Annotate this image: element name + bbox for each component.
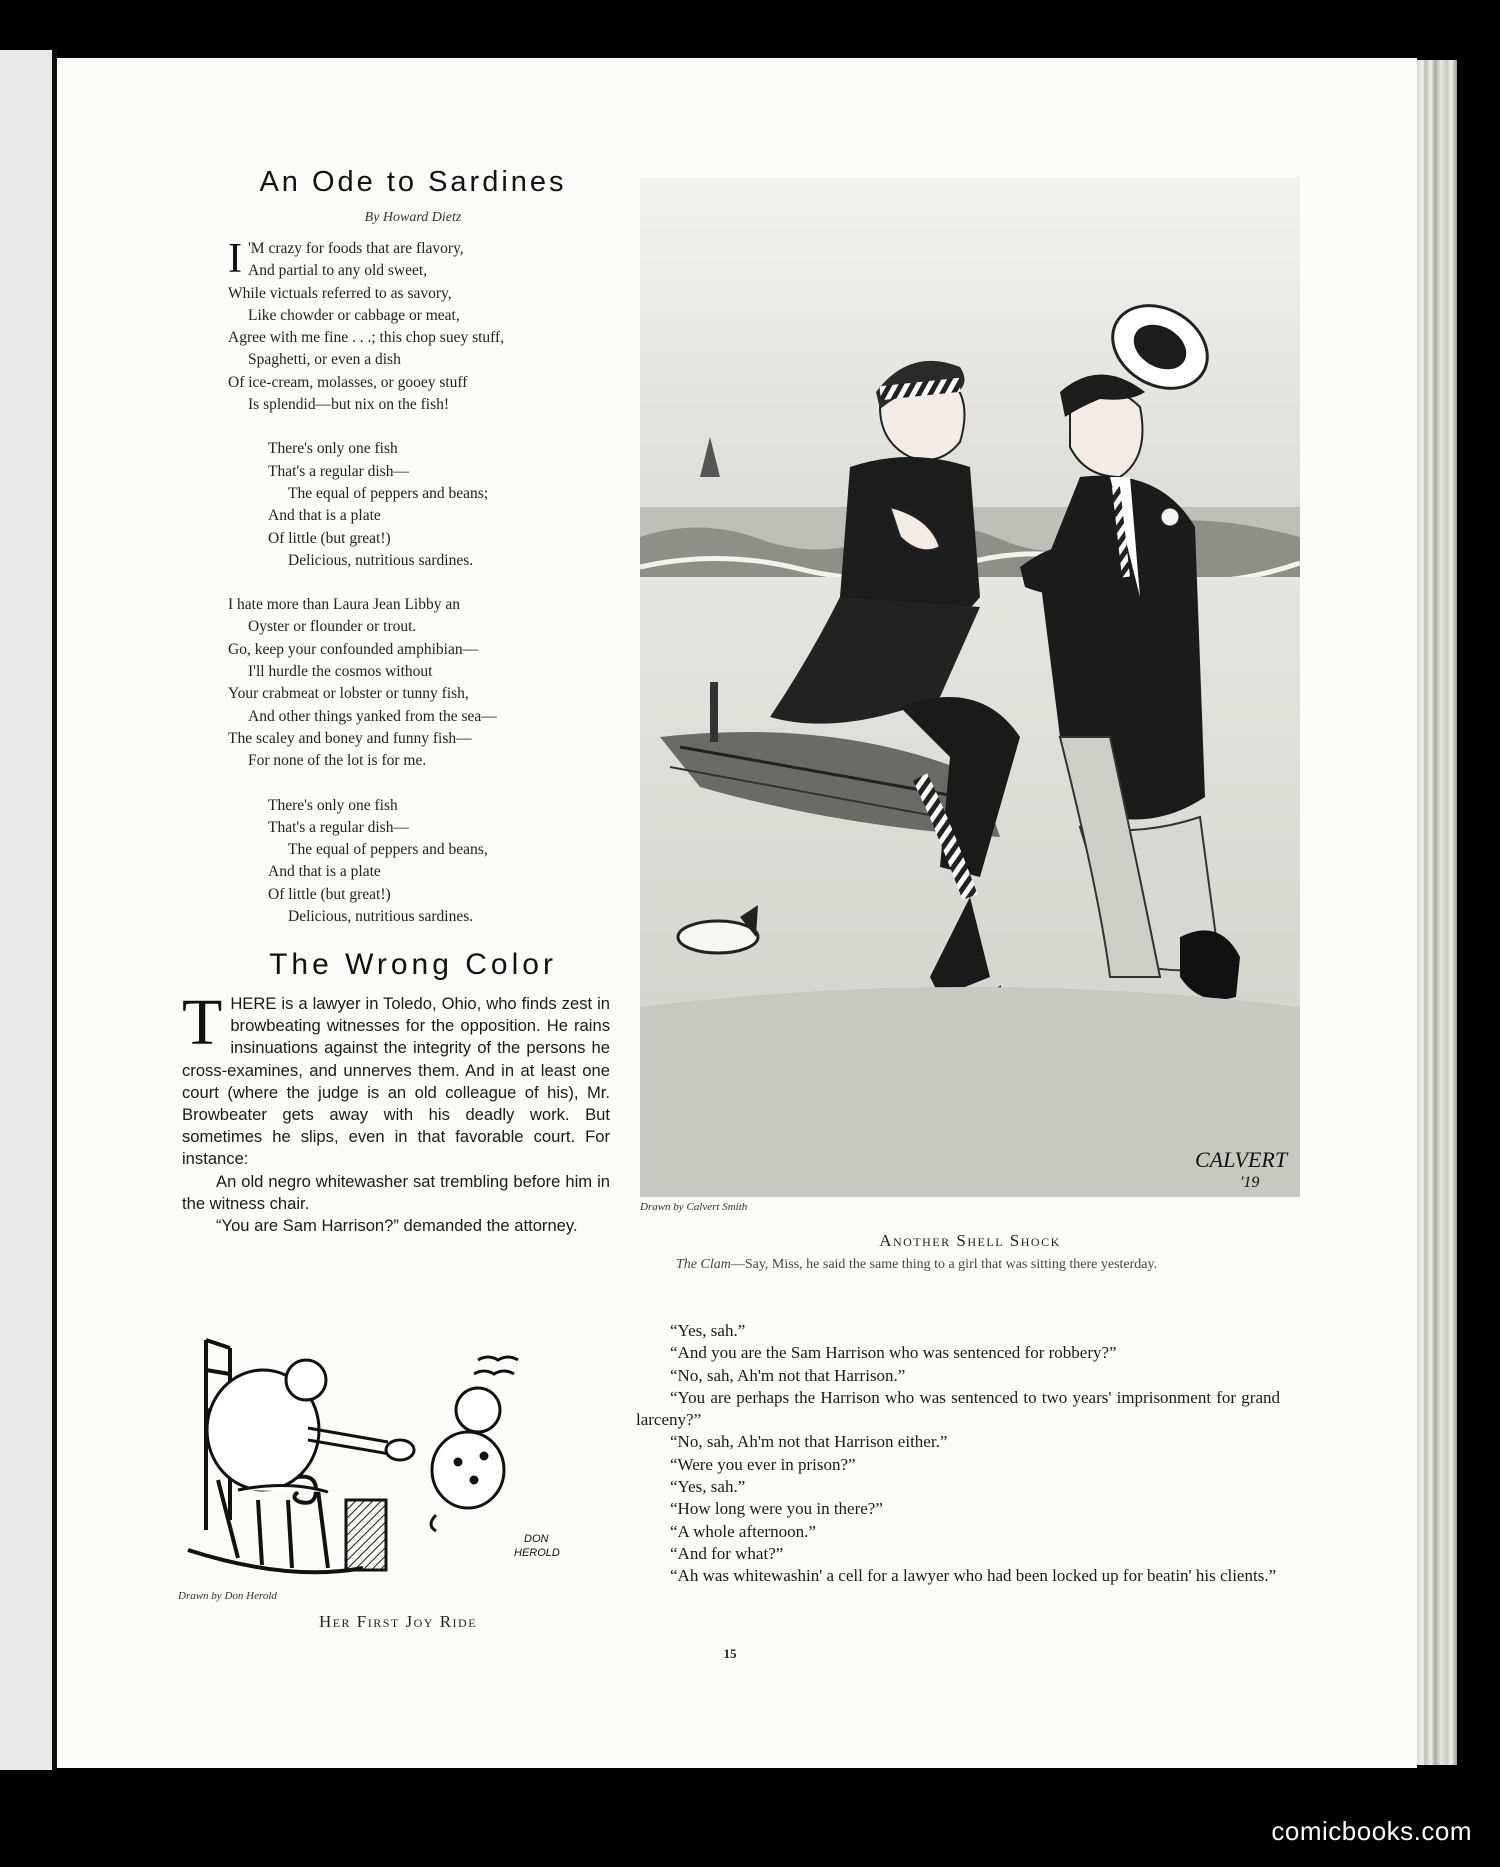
poem-line (228, 683, 648, 705)
site-watermark: comicbooks.com (1271, 1816, 1472, 1846)
poem-line-text: For none of the lot is for me. (248, 752, 427, 770)
poem-line-text: And that is a plate (268, 507, 381, 525)
poem-line-text: The equal of peppers and beans; (288, 484, 489, 502)
poem-line-text: Delicious, nutritious sardines. (288, 551, 474, 569)
shell-shock-illustration (640, 177, 1300, 1197)
story-text: HERE is a lawyer in Toledo, Ohio, who finds zest in browbeating witnesses for the opposition. He rains insinuations against the integrity of the persons he cross-examines, and unnerves them. And in at least one court (where the judge is an old colleague of his), Mr. Browbeater gets away with his deadly work. But sometimes he slips, even in that favorable court. For instance: (182, 994, 610, 1169)
story-paragraph (182, 986, 610, 1171)
page-number: 15 (723, 1646, 737, 1661)
cartoon-signature-top: DON (524, 1533, 549, 1545)
poem-line (228, 817, 648, 839)
dialogue-line: “Yes, sah.” (670, 1321, 746, 1340)
dialogue-line: “Were you ever in prison?” (670, 1454, 856, 1474)
old-man-drawing (207, 1360, 414, 1570)
poem-line (228, 327, 648, 349)
cartoon-credit: Drawn by Don Herold (178, 1590, 277, 1602)
poem-line-text: There's only one fish (268, 796, 398, 814)
illustration-credit: Drawn by Calvert Smith (640, 1201, 748, 1213)
poem-line (228, 906, 648, 928)
joy-ride-cartoon (178, 1330, 618, 1590)
cartoon-caption: Her First Joy Ride (318, 1612, 478, 1631)
illustration-caption: Another Shell Shock (879, 1231, 1061, 1250)
ode-title: An Ode to Sardines (259, 166, 567, 198)
poem-line (228, 438, 648, 460)
drop-cap: T (182, 986, 223, 1059)
poem-stanza (228, 238, 648, 416)
poem-line-text: And that is a plate (268, 863, 381, 881)
poem-line (228, 372, 648, 394)
poem-line-text: The scaley and boney and funny fish— (228, 729, 472, 747)
dialogue-line: “And for what?” (670, 1543, 784, 1563)
poem-line-text: And partial to any old sweet, (248, 262, 428, 280)
poem-line (228, 728, 648, 750)
poem-drop-cap: I (228, 236, 242, 282)
wrong-color-title: The Wrong Color (269, 948, 557, 981)
story-paragraph: An old negro whitewasher sat trembling before him in the witness chair. (182, 1171, 610, 1213)
story-paragraph: “You are Sam Harrison?” demanded the attorney. (216, 1216, 578, 1236)
poem-line (228, 839, 648, 861)
poem-line (228, 394, 648, 416)
poem-line (228, 305, 648, 327)
child-drawing (431, 1357, 518, 1531)
poem-line-text: Go, keep your confounded amphibian— (228, 640, 479, 658)
poem-line-text: While victuals referred to as savory, (228, 284, 452, 302)
poem-stanza (228, 594, 648, 772)
poem-line (228, 594, 648, 616)
poem-line-text: Is splendid—but nix on the fish! (248, 396, 450, 414)
dialogue-line: “How long were you in there?” (670, 1499, 883, 1519)
illustration-quote (656, 1256, 1282, 1273)
poem-stanza (228, 438, 648, 572)
wrong-color-dialogue (636, 1320, 1280, 1588)
poem-line-text: That's a regular dish— (268, 818, 409, 836)
dialogue-line: “You are perhaps the Harrison who was sentenced to two years' imprisonment for grand larceny?” (636, 1387, 1280, 1430)
poem-line-text: The equal of peppers and beans, (288, 841, 488, 859)
poem-line-text: Of little (but great!) (268, 885, 391, 903)
poem-stanza (228, 795, 648, 929)
dialogue-line: “And you are the Sam Harrison who was sentenced for robbery?” (670, 1343, 1117, 1363)
quote-text: —Say, Miss, he said the same thing to a girl that was sitting there yesterday. (730, 1257, 1158, 1272)
dialogue-line: “No, sah, Ah'm not that Harrison.” (670, 1365, 906, 1385)
poem-line (228, 260, 648, 282)
poem-line (228, 461, 648, 483)
poem-line (228, 550, 648, 572)
stacked-page-edges (1417, 60, 1457, 1765)
poem-line (228, 483, 648, 505)
dialogue-line: “Ah was whitewashin' a cell for a lawyer who had been locked up for beatin' his clients.” (670, 1566, 1277, 1586)
ode-byline: By Howard Dietz (364, 210, 462, 225)
poem-line (228, 283, 648, 305)
poem-line (228, 528, 648, 550)
poem-line (228, 795, 648, 817)
poem-line-text: And other things yanked from the sea— (248, 707, 497, 725)
poem-line-text: Oyster or flounder or trout. (248, 618, 417, 636)
illustration-signature-year: '19 (1240, 1174, 1260, 1191)
poem-line-text: Your crabmeat or lobster or tunny fish, (228, 685, 469, 703)
poem-line (228, 661, 648, 683)
poem-line (228, 639, 648, 661)
facing-page-edge (0, 50, 57, 1770)
dialogue-line: “Yes, sah.” (670, 1477, 746, 1497)
dialogue-line: “A whole afternoon.” (670, 1521, 816, 1541)
quote-speaker: The Clam (676, 1257, 731, 1272)
poem-line (228, 750, 648, 772)
poem-line (228, 861, 648, 883)
illustration-signature: CALVERT (1195, 1147, 1288, 1172)
poem-line (228, 505, 648, 527)
ode-poem (228, 238, 648, 950)
poem-line-text: Agree with me fine . . .; this chop suey stuff, (228, 329, 505, 347)
poem-line (228, 706, 648, 728)
cartoon-signature-bottom: HEROLD (514, 1547, 560, 1559)
poem-line-text: I'll hurdle the cosmos without (248, 663, 433, 681)
wrong-color-story (182, 986, 610, 1237)
poem-line-text: I hate more than Laura Jean Libby an (228, 596, 460, 614)
poem-line-text: There's only one fish (268, 440, 398, 458)
poem-line-text: Like chowder or cabbage or meat, (248, 306, 460, 324)
poem-line (228, 349, 648, 371)
poem-line (228, 616, 648, 638)
poem-line-text: Of little (but great!) (268, 529, 391, 547)
poem-line-text: Of ice-cream, molasses, or gooey stuff (228, 373, 468, 391)
dialogue-line: “No, sah, Ah'm not that Harrison either.” (670, 1432, 948, 1452)
poem-line (228, 884, 648, 906)
poem-line-text: That's a regular dish— (268, 462, 409, 480)
poem-line-text: Delicious, nutritious sardines. (288, 908, 474, 926)
poem-line-text: Spaghetti, or even a dish (248, 351, 401, 369)
poem-line-text: 'M crazy for foods that are flavory, (248, 240, 464, 257)
